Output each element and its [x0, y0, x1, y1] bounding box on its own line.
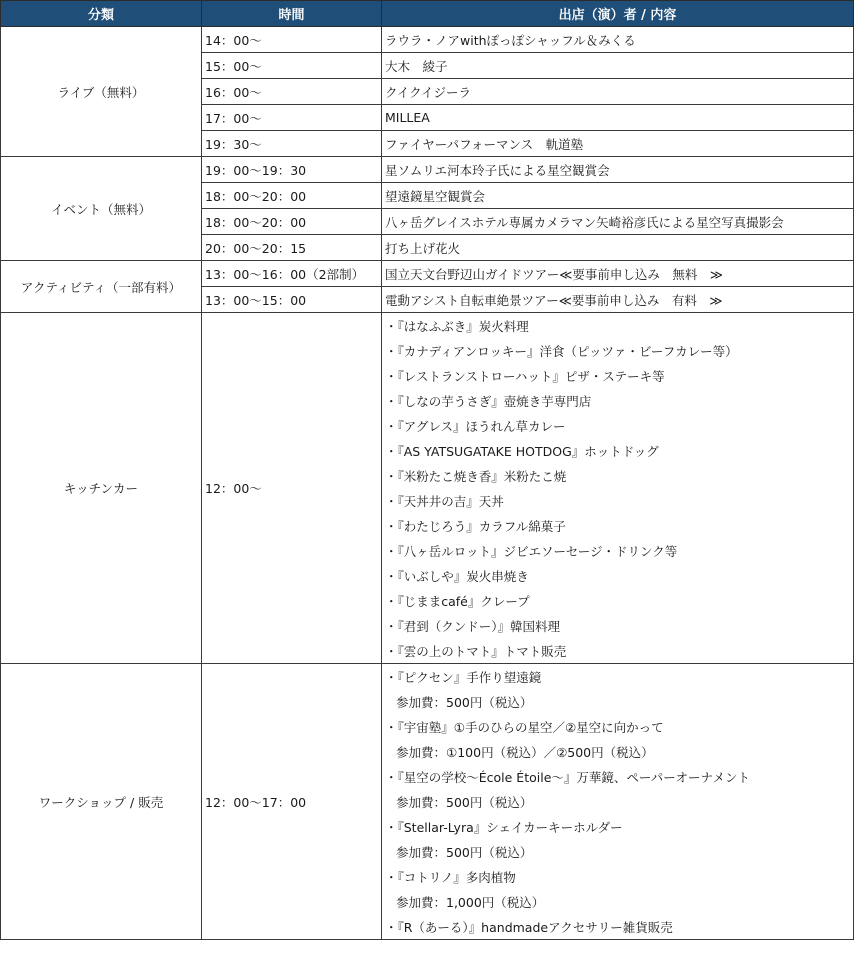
fee-text: 参加費：500円（税込）: [382, 689, 854, 714]
fee-text: 参加費：500円（税込）: [382, 789, 854, 814]
list-item: ・『はなふぶき』炭火料理: [382, 313, 854, 339]
content-cell: MILLEA: [382, 105, 854, 131]
list-item: ・『カナディアンロッキー』洋食（ピッツァ・ビーフカレー等）: [382, 338, 854, 363]
content-cell: 星ソムリエ河本玲子氏による星空観賞会: [382, 157, 854, 183]
table-row: [1, 157, 854, 183]
time-cell: 12：00〜: [202, 313, 382, 664]
category-activity: アクティビティ（一部有料）: [1, 261, 202, 313]
list-item: ・『コトリノ』多肉植物: [382, 864, 854, 889]
time-cell: 18：00〜20：00: [202, 209, 382, 235]
time-cell: 12：00〜17：00: [202, 664, 382, 940]
content-cell: 八ヶ岳グレイスホテル専属カメラマン矢崎裕彦氏による星空写真撮影会: [382, 209, 854, 235]
content-cell: 打ち上げ花火: [382, 235, 854, 261]
content-cell: 電動アシスト自転車絶景ツアー≪要事前申し込み 有料 ≫: [382, 287, 854, 313]
list-item: ・『米粉たこ焼き香』米粉たこ焼: [382, 463, 854, 488]
time-cell: 17：00〜: [202, 105, 382, 131]
fee-text: 参加費：500円（税込）: [382, 839, 854, 864]
content-cell: クイクイジーラ: [382, 79, 854, 105]
content-cell: ファイヤーパフォーマンス 軌道塾: [382, 131, 854, 157]
list-item: ・『わたじろう』カラフル綿菓子: [382, 513, 854, 538]
category-kitchen-car: キッチンカー: [1, 313, 202, 664]
time-cell: 14：00〜: [202, 27, 382, 53]
list-item: ・『雲の上のトマト』トマト販売: [382, 638, 854, 664]
time-cell: 13：00〜16：00（2部制）: [202, 261, 382, 287]
header-category: 分類: [1, 1, 202, 27]
header-time: 時間: [202, 1, 382, 27]
time-cell: 19：00〜19：30: [202, 157, 382, 183]
list-item: ・『しなの芋うさぎ』壺焼き芋専門店: [382, 388, 854, 413]
list-item: ・『じままcafé』クレープ: [382, 588, 854, 613]
list-item: ・『R（あーる）』handmadeアクセサリー雑貨販売: [382, 914, 854, 940]
list-item: ・『いぶしや』炭火串焼き: [382, 563, 854, 588]
list-item: ・『Stellar-Lyra』シェイカーキーホルダー: [382, 814, 854, 839]
category-live: ライブ（無料）: [1, 27, 202, 157]
table-row: [1, 664, 854, 690]
list-item: ・『AS YATSUGATAKE HOTDOG』ホットドッグ: [382, 438, 854, 463]
list-item: ・『星空の学校〜École Étoile〜』万華鏡、ペーパーオーナメント: [382, 764, 854, 789]
time-cell: 19：30〜: [202, 131, 382, 157]
list-item: ・『君到（クンドー）』韓国料理: [382, 613, 854, 638]
time-cell: 20：00〜20：15: [202, 235, 382, 261]
list-item: ・『アグレス』ほうれん草カレー: [382, 413, 854, 438]
fee-text: 参加費：1,000円（税込）: [382, 889, 854, 914]
fee-text: 参加費：①100円（税込）／②500円（税込）: [382, 739, 854, 764]
list-item: ・『宇宙塾』①手のひらの星空／②星空に向かって: [382, 714, 854, 739]
content-cell: ラウラ・ノアwithぽっぽシャッフル＆みくる: [382, 27, 854, 53]
category-event: イベント（無料）: [1, 157, 202, 261]
table-row: [1, 261, 854, 287]
list-item: ・『ピクセン』手作り望遠鏡: [382, 664, 854, 690]
category-workshop: ワークショップ / 販売: [1, 664, 202, 940]
table-row: [1, 313, 854, 339]
time-cell: 15：00〜: [202, 53, 382, 79]
time-cell: 13：00〜15：00: [202, 287, 382, 313]
content-cell: 国立天文台野辺山ガイドツアー≪要事前申し込み 無料 ≫: [382, 261, 854, 287]
content-cell: 望遠鏡星空観賞会: [382, 183, 854, 209]
header-row: [1, 1, 854, 27]
list-item: ・『レストランストローハット』ピザ・ステーキ等: [382, 363, 854, 388]
table-row: [1, 27, 854, 53]
list-item: ・『天丼井の吉』天丼: [382, 488, 854, 513]
time-cell: 16：00〜: [202, 79, 382, 105]
content-cell: 大木 綾子: [382, 53, 854, 79]
time-cell: 18：00〜20：00: [202, 183, 382, 209]
list-item: ・『八ヶ岳ルロット』ジビエソーセージ・ドリンク等: [382, 538, 854, 563]
header-performer: 出店（演）者 / 内容: [382, 1, 854, 27]
